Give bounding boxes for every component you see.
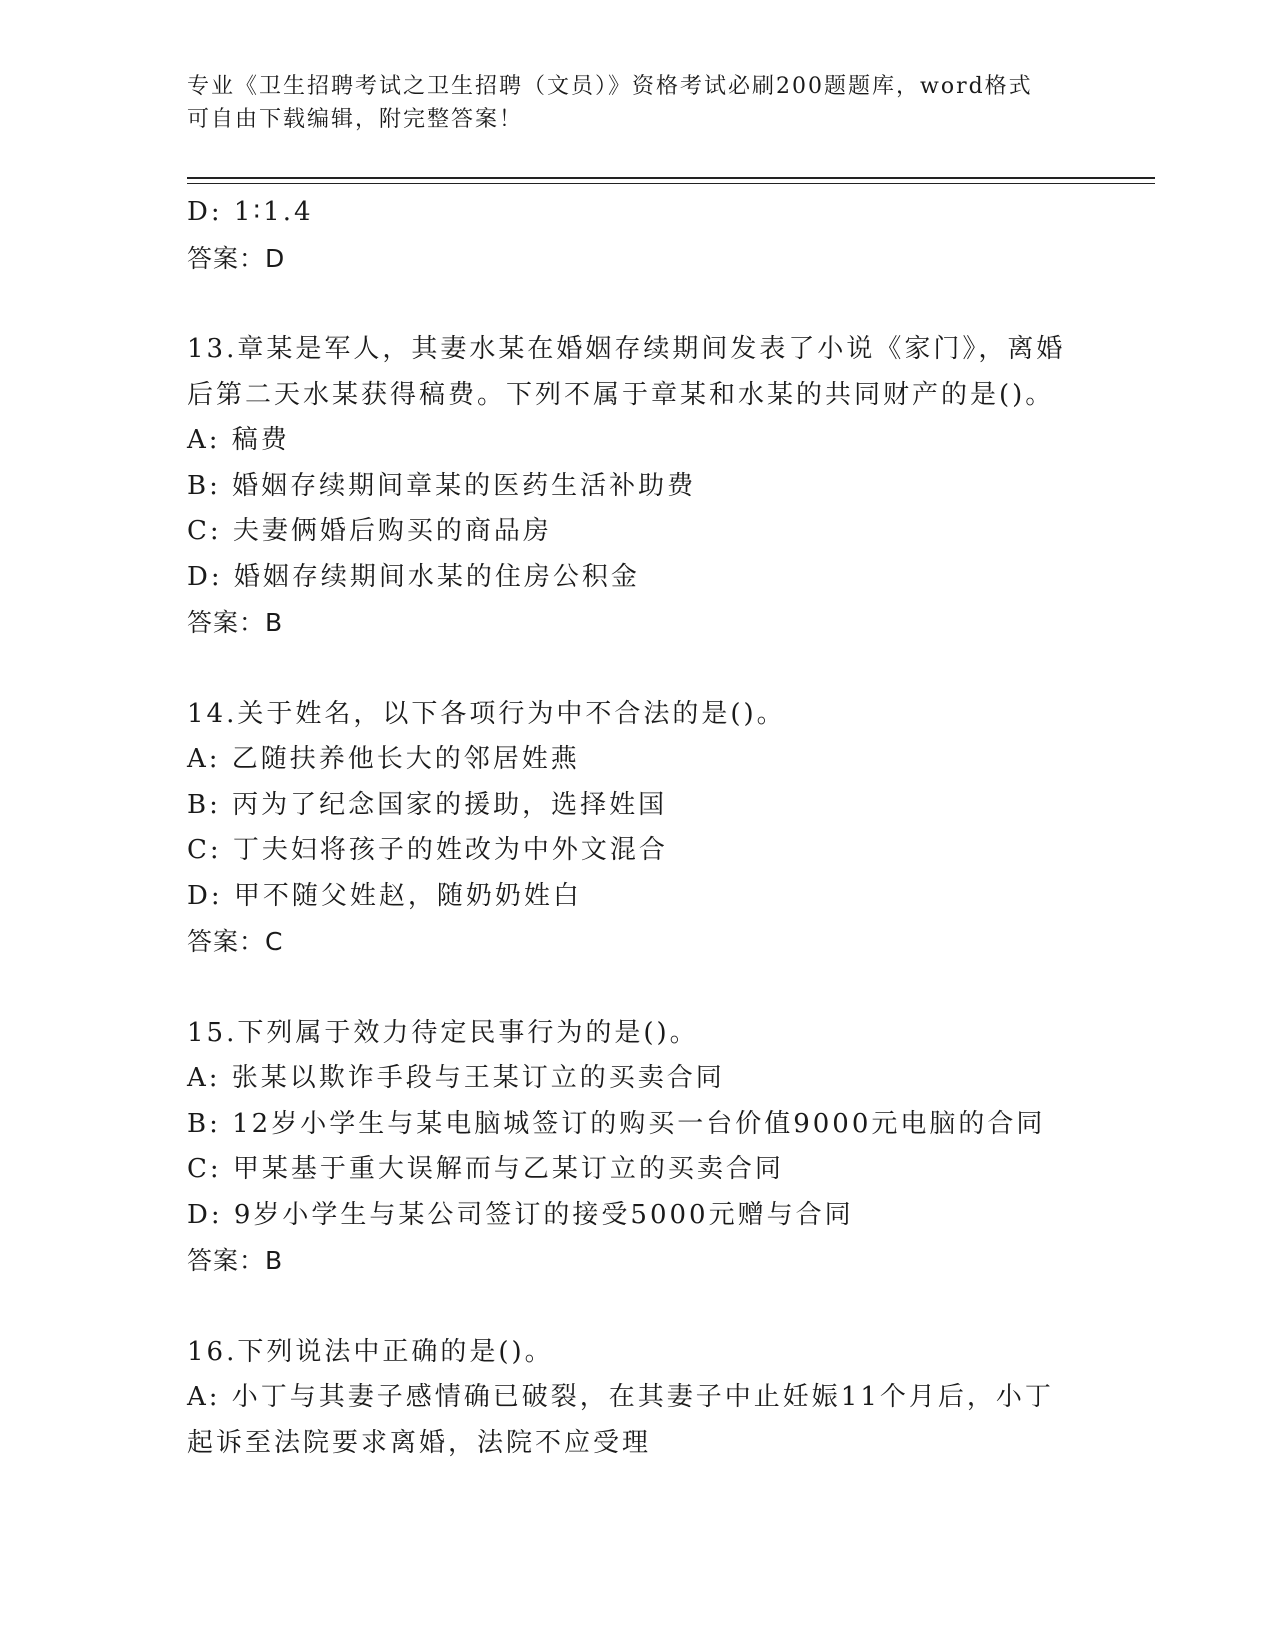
answer: 答案：B	[187, 608, 284, 637]
answer-fragment: 答案：D	[187, 243, 286, 273]
option-a: A: 乙随扶养他长大的邻居姓燕	[187, 744, 580, 774]
option-a-continued: 起诉至法院要求离婚，法院不应受理	[187, 1427, 652, 1458]
header-rule-thin	[187, 183, 1155, 184]
option-a: A: 小丁与其妻子感情确已破裂，在其妻子中止妊娠11个月后，小丁	[187, 1382, 1054, 1412]
question-14	[187, 692, 1087, 965]
option-c: C: 甲某基于重大误解而与乙某订立的买卖合同	[187, 1154, 784, 1184]
option-d: D: 婚姻存续期间水某的住房公积金	[187, 561, 640, 592]
page-header	[187, 70, 1087, 136]
question-list	[187, 190, 1087, 1466]
option-d: D: 9岁小学生与某公司签订的接受5000元赠与合同	[187, 1199, 854, 1230]
header-line-2: 可自由下载编辑，附完整答案！	[187, 107, 524, 132]
option-c: C: 夫妻俩婚后购买的商品房	[187, 516, 552, 546]
option-c: C: 丁夫妇将孩子的姓改为中外文混合	[187, 835, 668, 865]
question-stem: 15.下列属于效力待定民事行为的是()。	[187, 1017, 699, 1048]
header-rule-thick	[187, 177, 1155, 179]
option-b: B: 12岁小学生与某电脑城签订的购买一台价值9000元电脑的合同	[187, 1108, 1046, 1139]
question-16	[187, 1330, 1087, 1467]
question-stem: 13.章某是军人，其妻水某在婚姻存续期间发表了小说《家门》，离婚	[187, 334, 1066, 364]
question-15	[187, 1011, 1087, 1284]
answer: 答案：B	[187, 1246, 284, 1275]
question-stem: 后第二天水某获得稿费。下列不属于章某和水某的共同财产的是()。	[187, 379, 1055, 410]
question-stem: 16.下列说法中正确的是()。	[187, 1336, 554, 1367]
option-a: A: 稿费	[187, 425, 290, 455]
option-d-fragment: D: 1∶1.4	[187, 197, 314, 227]
answer: 答案：C	[187, 927, 284, 956]
option-a: A: 张某以欺诈手段与王某订立的买卖合同	[187, 1063, 725, 1093]
question-stem: 14.关于姓名，以下各项行为中不合法的是()。	[187, 698, 786, 729]
option-b: B: 婚姻存续期间章某的医药生活补助费	[187, 470, 697, 501]
header-line-1: 专业《卫生招聘考试之卫生招聘（文员）》资格考试必刷200题题库，word格式	[187, 74, 1033, 99]
option-d: D: 甲不随父姓赵，随奶奶姓白	[187, 880, 582, 911]
option-b: B: 丙为了纪念国家的援助，选择姓国	[187, 789, 668, 820]
question-13	[187, 327, 1087, 646]
